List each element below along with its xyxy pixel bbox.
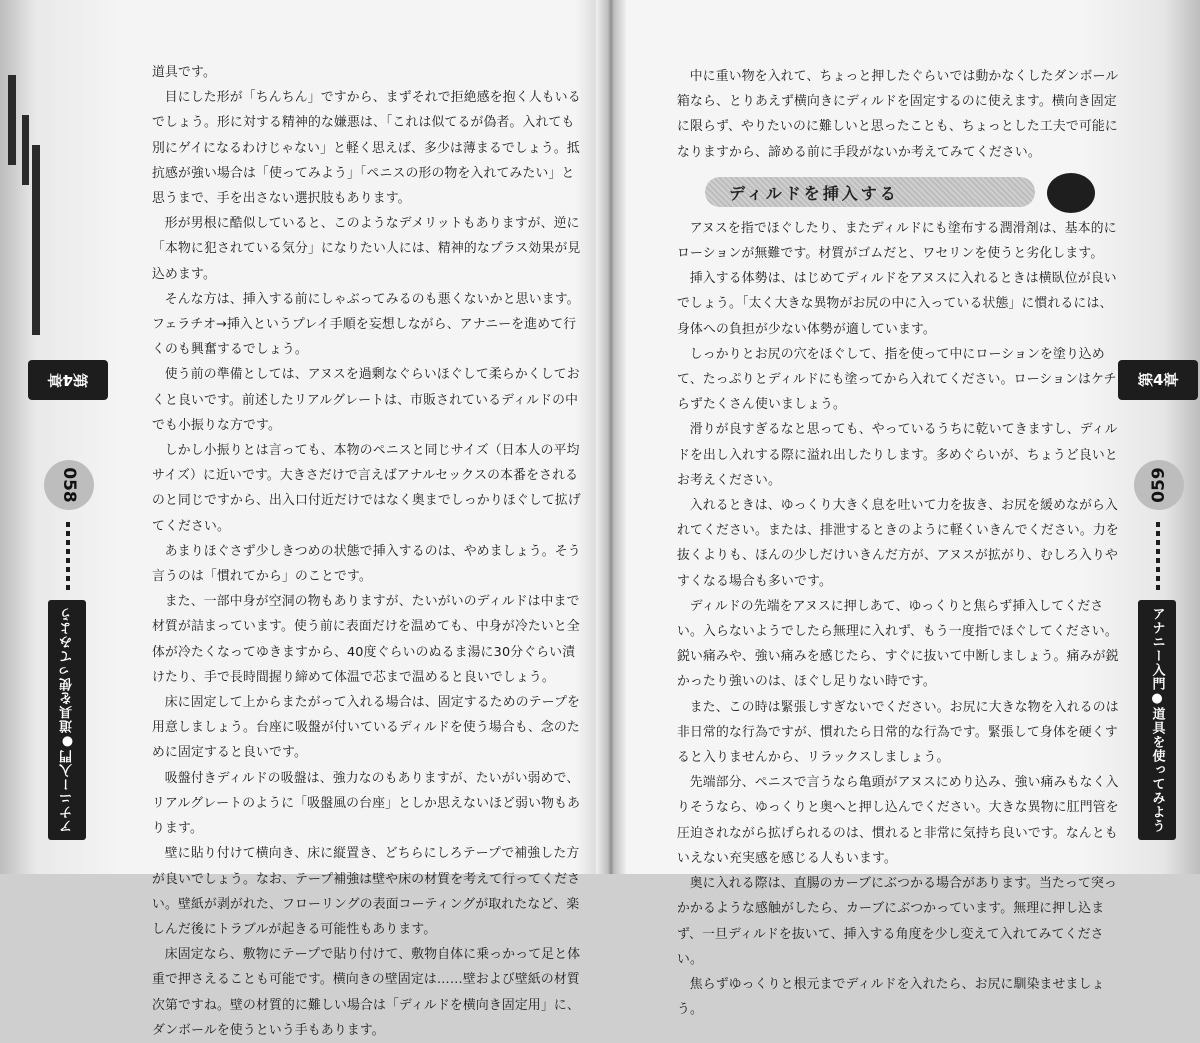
chapter-tab: 第4章: [28, 360, 108, 400]
paragraph: 入れるときは、ゆっくり大きく息を吐いて力を抜き、お尻を緩めながら入れてください。または、排泄するときのように軽くいきんでください。力を抜くよりも、ほんの少しだけいきんだ方が、アヌスが拡がり、むしろ入りやすくなる場合も多いです。: [677, 498, 1119, 589]
paragraph: また、この時は緊張しすぎないでください。お尻に大きな物を入れるのは非日常的な行為ですが、慣れたら日常的な行為です。緊張して身体を硬くすると入りませんから、リラックスしましょう。: [677, 699, 1119, 766]
running-head: アナニー入門●道具を使ってみよう: [1138, 600, 1176, 840]
paragraph: 焦らずゆっくりと根元までディルドを入れたら、お尻に馴染ませましょう。: [677, 976, 1105, 1018]
section-heading-block: [677, 175, 1119, 212]
paragraph: 壁に貼り付けて横向き、床に縦置き、どちらにしろテープで補強した方が良いでしょう。なお、テープ補強は壁や床の材質を考えて行ってください。壁紙が剥がれた、フローリングの表面コーティングが取れたなど、楽しんだ後にトラブルが起きる可能性もあります。: [152, 846, 581, 937]
paragraph: 使う前の準備としては、アヌスを過剰なぐらいほぐして柔らかくしておくと良いです。前述したリアルグレートは、市販されているディルドの中でも小振りな方です。: [152, 367, 580, 433]
heading-ornament: [1047, 173, 1095, 213]
left-sidebar: [48, 340, 94, 840]
paragraph: 形が男根に酷似していると、このようなデメリットもありますが、逆に「本物に犯されている気分」になりたい人には、精神的なプラス効果が見込めます。: [152, 216, 581, 282]
paragraph: また、一部中身が空洞の物もありますが、たいがいのディルドは中まで材質が詰まっています。使う前に表面だけを温めても、中身が冷たいと全体が冷たくなってゆきますから、40度ぐらいのぬるま湯に30分ぐらい漬けたり、手で長時間握り締めて体温で芯まで温めると良いでしょう。: [152, 594, 580, 685]
edge-mark: [8, 75, 16, 165]
paragraph: 挿入する体勢は、はじめてディルドをアヌスに入れるときは横臥位が良いでしょう。「太く大きな異物がお尻の中に入っている状態」に慣れるには、身体への負担が少ない体勢が適しています。: [677, 271, 1117, 337]
paragraph: 床に固定して上からまたがって入れる場合は、固定するためのテープを用意しましょう。台座に吸盤が付いているディルドを使う場合も、念のために固定すると良いです。: [152, 695, 581, 761]
paragraph: 目にした形が「ちんちん」ですから、まずそれで拒絶感を抱く人もいるでしょう。形に対する精神的な嫌悪は、「これは似てるが偽者。入れても別にゲイになるわけじゃない」と軽く思えば、多少は薄まるでしょう。抵抗感が強い場合は「使ってみよう」「ペニスの形の物を入れてみたい」と思うまで、手を出さない選択肢もあります。: [152, 90, 581, 207]
paragraph: 中に重い物を入れて、ちょっと押したぐらいでは動かなくしたダンボール箱なら、とりあえず横向きにディルドを固定するのに使えます。横向き固定に限らず、やりたいのに難しいと思ったことも、ちょっとした工夫で可能になりますから、諦める前に手段がないか考えてみてください。: [677, 69, 1119, 160]
page-number: 058: [44, 460, 94, 510]
paragraph: 奥に入れる際は、直腸のカーブにぶつかる場合があります。当たって突っかかるような感触がしたら、カーブにぶつかっています。無理に押し込まず、一旦ディルドを抜いて、挿入する角度を少し変えて入れてみてください。: [677, 876, 1118, 967]
left-body-text: [152, 60, 582, 1043]
paragraph: ディルドの先端をアヌスに押しあて、ゆっくりと焦らず挿入してください。入らないようでしたら無理に入れず、もう一度指でほぐしてください。鋭い痛みや、強い痛みを感じたら、すぐに抜いて中断しましょう。痛みが鋭かったり強いのは、ほぐし足りない時です。: [677, 598, 1119, 690]
running-head: アナニー入門●道具を使ってみよう: [48, 600, 86, 840]
left-page: [0, 0, 600, 1038]
dotted-divider: [66, 522, 70, 592]
paragraph: あまりほぐさず少しきつめの状態で挿入するのは、やめましょう。そう言うのは「慣れてから」のことです。: [152, 543, 581, 585]
page-number: 059: [1134, 460, 1184, 510]
right-page: [600, 0, 1200, 1018]
section-heading: ディルドを挿入する: [705, 177, 1035, 207]
paragraph: 吸盤付きディルドの吸盤は、強力なのもありますが、たいがい弱めで、リアルグレートのように「吸盤風の台座」としか思えないほど弱い物もあります。: [152, 770, 581, 837]
paragraph: 道具です。: [152, 65, 216, 80]
paragraph: アヌスを指でほぐしたり、またディルドにも塗布する潤滑剤は、基本的にローションが無難です。材質がゴムだと、ワセリンを使うと劣化します。: [677, 220, 1117, 262]
right-body-text: [677, 64, 1119, 1022]
paragraph: しっかりとお尻の穴をほぐして、指を使って中にローションを塗り込めて、たっぷりとディルドにも塗ってから入れてください。ローションはケチらずたくさん使いましょう。: [677, 346, 1117, 413]
chapter-tab: 第4章: [1118, 360, 1198, 400]
edge-mark: [22, 115, 29, 185]
paragraph: しかし小振りとは言っても、本物のペニスと同じサイズ（日本人の平均サイズ）に近いです。大きさだけで言えばアナルセックスの本番をされるのと同じですから、出入口付近だけではなく奥までしっかりほぐして拡げてください。: [152, 443, 581, 534]
paragraph: 先端部分、ペニスで言うなら亀頭がアヌスにめり込み、強い痛みもなく入りそうなら、ゆっくりと奥へと押し込んでください。大きな異物に肛門管を圧迫されながら拡げられるのは、慣れると非常に気持ち良いです。なんともいえない充実感を感じる人もいます。: [677, 775, 1119, 866]
paragraph: 床固定なら、敷物にテープで貼り付けて、敷物自体に乗っかって足と体重で押さえることも可能です。横向きの壁固定は……壁および壁紙の材質次第ですね。壁の材質的に難しい場合は「ディルドを横向き固定用」に、ダンボールを使うという手もあります。: [152, 947, 581, 1038]
paragraph: 滑りが良すぎるなと思っても、やっているうちに乾いてきますし、ディルドを出し入れする際に溢れ出したりします。多めぐらいが、ちょうど良いとお考えください。: [677, 422, 1118, 488]
paragraph: そんな方は、挿入する前にしゃぶってみるのも悪くないかと思います。フェラチオ→挿入というプレイ手順を妄想しながら、アナニーを進めて行くのも興奮するでしょう。: [152, 291, 580, 358]
edge-mark: [32, 145, 40, 335]
